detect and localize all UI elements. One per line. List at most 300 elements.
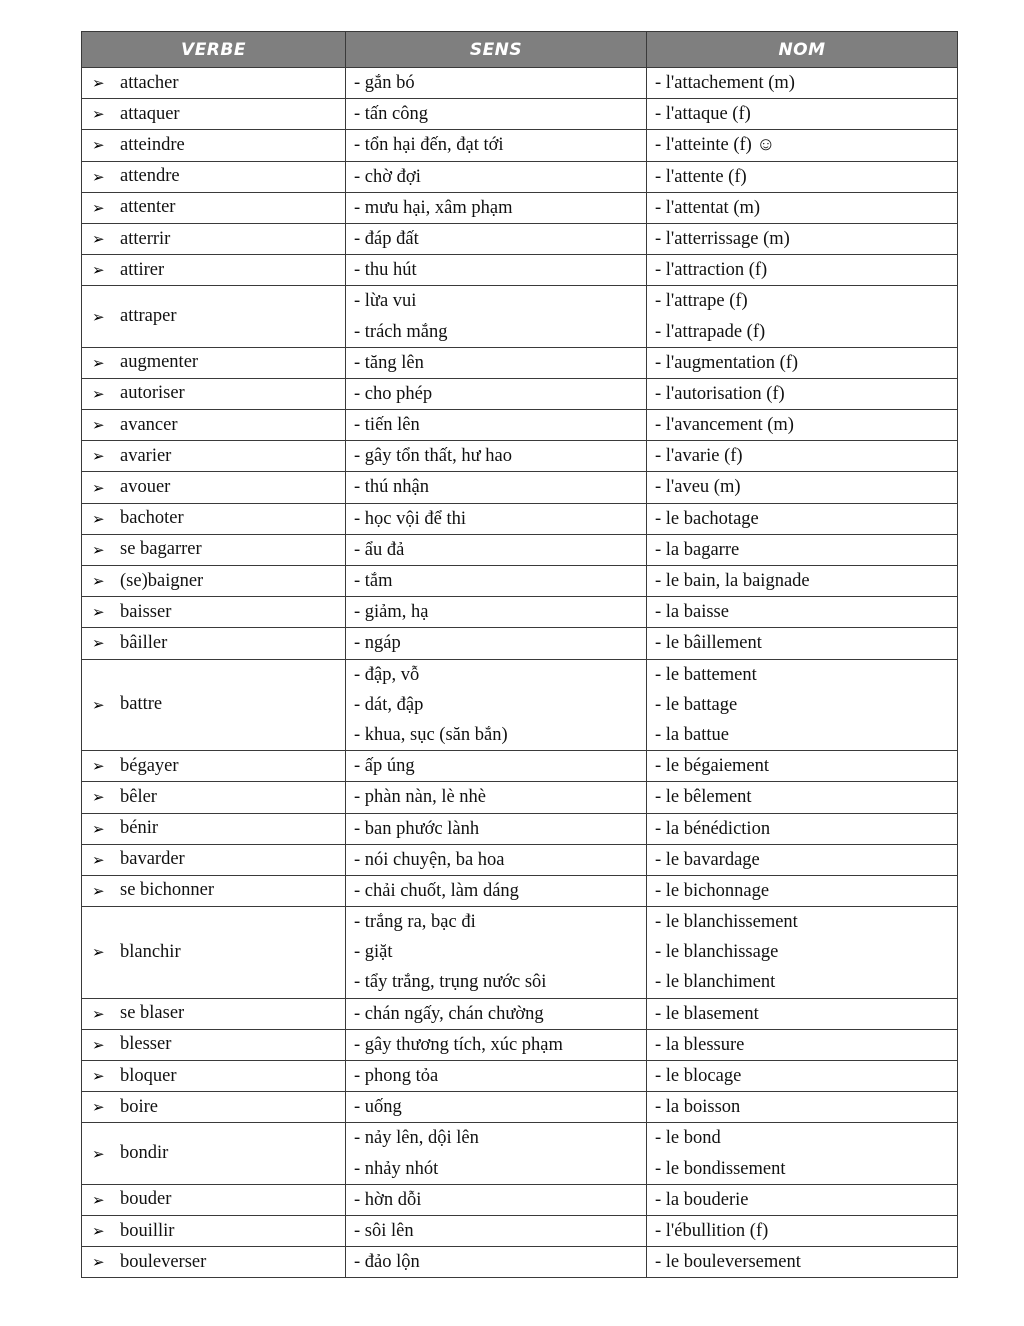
nom-line: - la blessure [655, 1034, 745, 1055]
sens-line: - thú nhận [354, 477, 430, 498]
verb-cell [82, 99, 346, 130]
verb-cell [82, 1247, 346, 1278]
bullet-arrow-icon: ➢ [92, 447, 105, 466]
verb-entry [82, 73, 345, 94]
sens-line: - phàn nàn, lè nhè [354, 787, 487, 808]
verb-cell [82, 255, 346, 286]
header-nom: NOM [647, 32, 958, 68]
verb-cell [82, 1029, 346, 1060]
bullet-arrow-icon: ➢ [92, 1067, 105, 1086]
verb-cell [82, 1184, 346, 1215]
sens-cell [346, 68, 647, 99]
sens-line: - gây thương tích, xúc phạm [354, 1034, 563, 1055]
verb-cell [82, 597, 346, 628]
verb-cell [82, 1061, 346, 1092]
sens-cell [346, 255, 647, 286]
verb-entry [82, 1003, 345, 1024]
verb-cell [82, 347, 346, 378]
bullet-arrow-icon: ➢ [92, 1004, 105, 1023]
table-row [82, 99, 958, 130]
sens-line: - lừa vui [354, 291, 417, 312]
nom-cell [647, 1029, 958, 1060]
verb-cell [82, 907, 346, 999]
table-row [82, 1123, 958, 1184]
verb-cell [82, 875, 346, 906]
sens-line: - ẩu đả [354, 539, 405, 560]
sens-cell [346, 751, 647, 782]
verb-entry [82, 1189, 345, 1210]
bullet-arrow-icon: ➢ [92, 1190, 105, 1209]
verb-entry [82, 306, 345, 327]
verb-text: avouer [120, 477, 171, 498]
verb-entry [82, 383, 345, 404]
nom-line: - l'ébullition (f) [655, 1220, 769, 1241]
verb-entry [82, 1066, 345, 1087]
nom-cell [647, 255, 958, 286]
table-body [82, 68, 958, 1278]
sens-cell [346, 659, 647, 751]
verb-text: se bagarrer [120, 539, 202, 560]
table-row [82, 1215, 958, 1246]
verb-cell [82, 1215, 346, 1246]
sens-cell [346, 378, 647, 409]
verb-text: se blaser [120, 1003, 185, 1024]
nom-line: - l'augmentation (f) [655, 352, 799, 373]
table-row [82, 998, 958, 1029]
sens-line: - đập, vỗ [354, 664, 420, 685]
nom-cell [647, 1123, 958, 1184]
nom-cell [647, 907, 958, 999]
nom-line: - l'autorisation (f) [655, 383, 785, 404]
verb-cell [82, 1092, 346, 1123]
bullet-arrow-icon: ➢ [92, 757, 105, 776]
nom-line: - le bichonnage [655, 880, 770, 901]
table-row [82, 192, 958, 223]
verb-text: attendre [120, 166, 180, 187]
sens-line: - tiến lên [354, 415, 420, 436]
nom-cell [647, 844, 958, 875]
bullet-arrow-icon: ➢ [92, 572, 105, 591]
verb-cell [82, 566, 346, 597]
nom-cell [647, 441, 958, 472]
table-row [82, 1184, 958, 1215]
verb-cell [82, 472, 346, 503]
nom-line: - l'attrapade (f) [655, 321, 766, 342]
nom-line: - le blasement [655, 1003, 759, 1024]
nom-line: - le blanchiment [655, 972, 776, 993]
sens-line: - gây tổn thất, hư hao [354, 446, 512, 467]
sens-line: - phong tỏa [354, 1066, 439, 1086]
nom-line: - le bachotage [655, 508, 759, 529]
sens-cell [346, 1184, 647, 1215]
nom-cell [647, 566, 958, 597]
nom-line: - le blocage [655, 1066, 742, 1086]
verb-cell [82, 192, 346, 223]
nom-cell [647, 534, 958, 565]
sens-cell [346, 161, 647, 192]
verb-entry [82, 602, 345, 623]
verb-text: bachoter [120, 508, 184, 529]
sens-cell [346, 503, 647, 534]
bullet-arrow-icon: ➢ [92, 307, 105, 326]
verb-text: attaquer [120, 103, 180, 124]
header-verbe: VERBE [82, 32, 346, 68]
table-row [82, 286, 958, 347]
bullet-arrow-icon: ➢ [92, 540, 105, 559]
sens-cell [346, 1092, 647, 1123]
nom-cell [647, 1247, 958, 1278]
verb-text: battre [120, 694, 163, 715]
sens-line: - tẩy trắng, trụng nước sôi [354, 972, 547, 993]
verb-text: bouillir [120, 1220, 175, 1241]
table-row [82, 659, 958, 751]
table-row [82, 441, 958, 472]
verb-text: attacher [120, 72, 179, 93]
verb-entry [82, 1143, 345, 1164]
bullet-arrow-icon: ➢ [92, 1144, 105, 1163]
table-row [82, 503, 958, 534]
table-row [82, 161, 958, 192]
sens-line: - uống [354, 1097, 402, 1118]
sens-cell [346, 130, 647, 161]
sens-line: - sôi lên [354, 1220, 414, 1241]
sens-cell [346, 223, 647, 254]
nom-line: - le bondissement [655, 1158, 786, 1179]
verb-text: autoriser [120, 383, 185, 404]
nom-line: - l'atterrissage (m) [655, 228, 790, 249]
sens-cell [346, 472, 647, 503]
verb-text: se bichonner [120, 880, 215, 901]
verb-cell [82, 813, 346, 844]
bullet-arrow-icon: ➢ [92, 695, 105, 714]
verb-text: bavarder [120, 849, 185, 870]
nom-line: - l'atteinte (f) ☺ [655, 135, 776, 156]
table-row [82, 813, 958, 844]
bullet-arrow-icon: ➢ [92, 478, 105, 497]
verb-text: attenter [120, 197, 176, 218]
verb-entry [82, 694, 345, 715]
nom-line: - la bénédiction [655, 818, 771, 839]
verb-text: avarier [120, 445, 172, 466]
sens-cell [346, 907, 647, 999]
sens-cell [346, 628, 647, 659]
nom-line: - le battement [655, 664, 757, 685]
verb-entry [82, 1221, 345, 1242]
bullet-arrow-icon: ➢ [92, 1098, 105, 1117]
sens-line: - chải chuốt, làm dáng [354, 880, 519, 901]
table-row [82, 472, 958, 503]
table-row [82, 628, 958, 659]
verb-entry [82, 352, 345, 373]
sens-cell [346, 192, 647, 223]
verb-text: bâiller [120, 632, 168, 653]
nom-line: - l'attrape (f) [655, 291, 748, 312]
table-row [82, 534, 958, 565]
bullet-arrow-icon: ➢ [92, 788, 105, 807]
sens-line: - trách mắng [354, 321, 448, 342]
verb-text: baisser [120, 601, 172, 622]
nom-cell [647, 1061, 958, 1092]
sens-line: - nhảy nhót [354, 1158, 439, 1179]
verb-entry [82, 942, 345, 963]
nom-line: - l'attraction (f) [655, 260, 768, 281]
bullet-arrow-icon: ➢ [92, 105, 105, 124]
nom-line: - la boisson [655, 1097, 741, 1118]
sens-line: - trắng ra, bạc đi [354, 912, 476, 933]
bullet-arrow-icon: ➢ [92, 167, 105, 186]
table-header-row [82, 32, 958, 68]
verb-entry [82, 229, 345, 250]
nom-cell [647, 628, 958, 659]
verb-cell [82, 503, 346, 534]
nom-cell [647, 161, 958, 192]
verb-cell [82, 410, 346, 441]
nom-cell [647, 1092, 958, 1123]
bullet-arrow-icon: ➢ [92, 850, 105, 869]
verb-entry [82, 1097, 345, 1118]
sens-line: - tắm [354, 571, 393, 591]
sens-line: - chờ đợi [354, 166, 421, 187]
verb-text: bêler [120, 786, 157, 807]
verb-entry [82, 633, 345, 654]
nom-cell [647, 192, 958, 223]
sens-line: - ban phước lành [354, 818, 480, 839]
verb-entry [82, 849, 345, 870]
verb-cell [82, 844, 346, 875]
verb-entry [82, 477, 345, 498]
sens-line: - giảm, hạ [354, 602, 429, 623]
table-row [82, 844, 958, 875]
table-row [82, 907, 958, 999]
nom-line: - le bavardage [655, 849, 760, 870]
sens-cell [346, 410, 647, 441]
verb-text: bondir [120, 1143, 169, 1164]
nom-cell [647, 378, 958, 409]
verb-text: attirer [120, 259, 165, 280]
bullet-arrow-icon: ➢ [92, 943, 105, 962]
sens-line: - cho phép [354, 383, 433, 404]
verb-text: (se)baigner [120, 570, 204, 591]
sens-line: - nảy lên, dội lên [354, 1128, 479, 1149]
bullet-arrow-icon: ➢ [92, 198, 105, 217]
verb-cell [82, 534, 346, 565]
sens-cell [346, 1215, 647, 1246]
sens-cell [346, 1247, 647, 1278]
verb-entry [82, 1252, 345, 1273]
nom-cell [647, 223, 958, 254]
nom-line: - le battage [655, 694, 738, 715]
table-row [82, 347, 958, 378]
nom-cell [647, 1215, 958, 1246]
sens-line: - tăng lên [354, 352, 424, 373]
nom-cell [647, 68, 958, 99]
nom-cell [647, 286, 958, 347]
nom-line: - la bouderie [655, 1189, 749, 1210]
sens-cell [346, 1029, 647, 1060]
nom-line: - l'attentat (m) [655, 197, 761, 218]
sens-line: - đáp đất [354, 228, 419, 249]
nom-cell [647, 659, 958, 751]
nom-line: - l'attachement (m) [655, 73, 795, 93]
nom-cell [647, 472, 958, 503]
sens-cell [346, 597, 647, 628]
bullet-arrow-icon: ➢ [92, 509, 105, 528]
table-row [82, 1247, 958, 1278]
nom-line: - l'avarie (f) [655, 446, 743, 467]
sens-cell [346, 347, 647, 378]
sens-cell [346, 99, 647, 130]
bullet-arrow-icon: ➢ [92, 603, 105, 622]
table-row [82, 378, 958, 409]
table-row [82, 130, 958, 161]
sens-line: - dát, đập [354, 694, 424, 715]
sens-cell [346, 998, 647, 1029]
sens-line: - ngáp [354, 633, 401, 654]
sens-line: - hờn dỗi [354, 1189, 422, 1210]
nom-cell [647, 998, 958, 1029]
verb-cell [82, 782, 346, 813]
nom-cell [647, 99, 958, 130]
sens-cell [346, 566, 647, 597]
verb-entry [82, 1034, 345, 1055]
nom-cell [647, 597, 958, 628]
sens-line: - mưu hại, xâm phạm [354, 197, 513, 218]
nom-line: - le bouleversement [655, 1252, 801, 1273]
verb-cell [82, 659, 346, 751]
verb-text: blesser [120, 1034, 172, 1055]
table-row [82, 223, 958, 254]
nom-line: - la bagarre [655, 539, 740, 560]
table-row [82, 1092, 958, 1123]
nom-cell [647, 130, 958, 161]
sens-line: - ấp úng [354, 756, 415, 777]
table-row [82, 68, 958, 99]
verb-text: bouleverser [120, 1251, 207, 1272]
sens-cell [346, 1123, 647, 1184]
verb-text: blanchir [120, 941, 181, 962]
bullet-arrow-icon: ➢ [92, 819, 105, 838]
verb-text: bénir [120, 818, 159, 839]
nom-line: - le bâillement [655, 633, 762, 654]
verb-text: bouder [120, 1189, 172, 1210]
verb-cell [82, 441, 346, 472]
nom-cell [647, 751, 958, 782]
verb-entry [82, 135, 345, 156]
sens-cell [346, 1061, 647, 1092]
sens-line: - nói chuyện, ba hoa [354, 849, 505, 870]
nom-line: - l'aveu (m) [655, 477, 741, 498]
bullet-arrow-icon: ➢ [92, 1253, 105, 1272]
table-row [82, 1061, 958, 1092]
nom-line: - le blanchissage [655, 942, 779, 963]
table-row [82, 597, 958, 628]
table-row [82, 875, 958, 906]
nom-line: - l'avancement (m) [655, 415, 794, 436]
vocabulary-table [81, 31, 958, 1278]
verb-entry [82, 787, 345, 808]
verb-entry [82, 571, 345, 592]
bullet-arrow-icon: ➢ [92, 384, 105, 403]
verb-cell [82, 286, 346, 347]
bullet-arrow-icon: ➢ [92, 230, 105, 249]
nom-cell [647, 347, 958, 378]
verb-text: avancer [120, 414, 178, 435]
sens-cell [346, 441, 647, 472]
sens-cell [346, 534, 647, 565]
verb-text: atteindre [120, 134, 185, 155]
verb-text: augmenter [120, 352, 199, 373]
verb-entry [82, 446, 345, 467]
nom-line: - l'attaque (f) [655, 104, 751, 125]
header-sens: SENS [346, 32, 647, 68]
verb-cell [82, 378, 346, 409]
nom-cell [647, 410, 958, 441]
sens-cell [346, 813, 647, 844]
nom-line: - la baisse [655, 602, 729, 623]
bullet-arrow-icon: ➢ [92, 136, 105, 155]
nom-line: - le bégaiement [655, 756, 770, 777]
nom-line: - l'attente (f) [655, 166, 747, 187]
verb-entry [82, 260, 345, 281]
verb-cell [82, 68, 346, 99]
verb-cell [82, 1123, 346, 1184]
table-row [82, 751, 958, 782]
sens-cell [346, 782, 647, 813]
verb-entry [82, 166, 345, 187]
sens-cell [346, 875, 647, 906]
verb-cell [82, 751, 346, 782]
sens-line: - chán ngấy, chán chường [354, 1003, 544, 1024]
nom-line: - le bond [655, 1128, 721, 1149]
nom-cell [647, 1184, 958, 1215]
verb-entry [82, 197, 345, 218]
table-row [82, 410, 958, 441]
sens-cell [346, 286, 647, 347]
vocabulary-page [81, 31, 957, 1278]
verb-text: atterrir [120, 228, 171, 249]
bullet-arrow-icon: ➢ [92, 881, 105, 900]
nom-line: - le bain, la baignade [655, 571, 810, 591]
sens-line: - tấn công [354, 104, 428, 125]
verb-text: bégayer [120, 755, 179, 776]
bullet-arrow-icon: ➢ [92, 353, 105, 372]
verb-text: boire [120, 1096, 159, 1117]
sens-cell [346, 844, 647, 875]
sens-line: - học vội để thi [354, 508, 467, 529]
verb-entry [82, 880, 345, 901]
bullet-arrow-icon: ➢ [92, 1222, 105, 1241]
verb-cell [82, 628, 346, 659]
nom-cell [647, 503, 958, 534]
table-row [82, 1029, 958, 1060]
nom-cell [647, 813, 958, 844]
nom-cell [647, 782, 958, 813]
verb-cell [82, 223, 346, 254]
sens-line: - thu hút [354, 260, 417, 281]
verb-entry [82, 818, 345, 839]
bullet-arrow-icon: ➢ [92, 74, 105, 93]
verb-entry [82, 415, 345, 436]
bullet-arrow-icon: ➢ [92, 1035, 105, 1054]
sens-line: - gắn bó [354, 73, 415, 93]
verb-entry [82, 539, 345, 560]
table-row [82, 782, 958, 813]
nom-line: - la battue [655, 724, 729, 745]
bullet-arrow-icon: ➢ [92, 416, 105, 435]
sens-line: - khua, sục (săn bắn) [354, 724, 508, 745]
verb-cell [82, 130, 346, 161]
nom-line: - le bêlement [655, 787, 752, 808]
